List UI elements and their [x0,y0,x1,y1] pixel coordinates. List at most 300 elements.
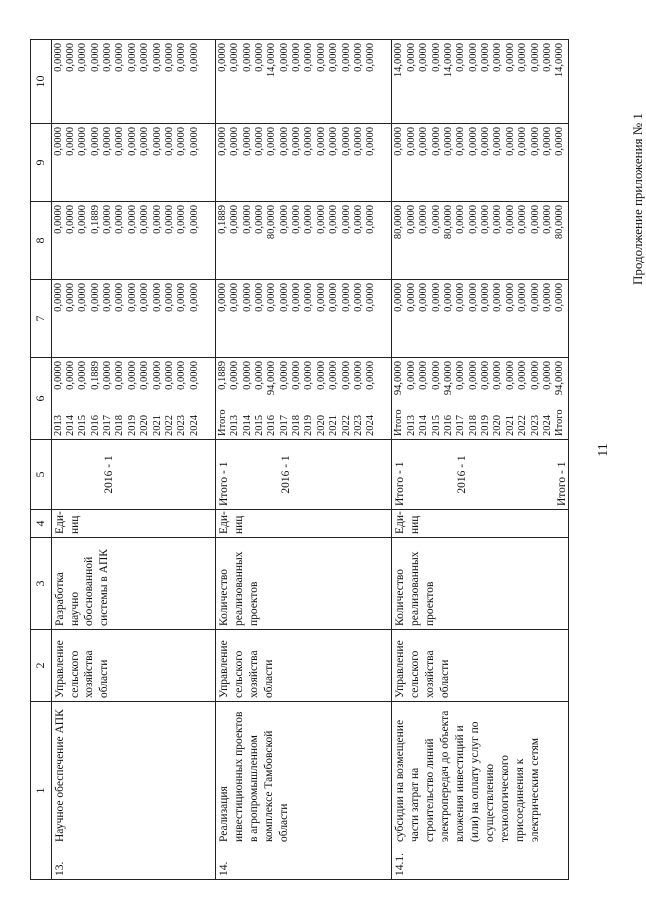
executor-text: Управление сельского хозяйства области [394,640,452,698]
value: 0,0000 [253,43,265,72]
value: 0,0000 [467,43,479,72]
value: 0,0000 [467,127,479,156]
value: 0,0000 [139,43,151,72]
value: 0,0000 [405,43,417,72]
year-row [406,361,418,436]
value: 0,0000 [151,205,163,234]
value: 0,0000 [365,127,377,156]
cell-unit [215,510,392,538]
year-label: 2015 [430,415,442,436]
value: 0,0000 [430,205,442,234]
value: 0,0000 [52,43,64,72]
cell-col6 [215,358,392,440]
header-col-4: 4 [31,510,52,538]
value: 0,0000 [278,127,290,156]
value: 0,0000 [241,43,253,72]
value: 0,0000 [365,205,377,234]
cell-c8 [51,202,215,280]
value: 0,0000 [467,205,479,234]
value: 0,0000 [418,43,430,72]
year-label: 2014 [64,415,76,436]
total-value: 94,0000 [554,361,566,396]
value: 0,0000 [504,283,516,312]
value: 0,0000 [278,283,290,312]
value: 0,0000 [340,127,352,156]
value: 0,0000 [529,283,541,312]
year-value: 0,1889 [89,361,101,390]
value: 14,0000 [442,43,454,78]
year-value: 0,0000 [529,361,541,390]
value: 0,0000 [455,205,467,234]
cell-c9 [392,124,569,202]
value: 0,0000 [517,205,529,234]
value: 0,0000 [176,43,188,72]
value: 0,0000 [504,205,516,234]
year-value: 0,0000 [405,361,417,390]
indicator-text: Количество реализованных проектов [217,551,260,626]
cell-col6 [51,358,215,440]
year-label: 2019 [126,415,138,436]
header-col-6: 6 [31,358,52,440]
value: 0,0000 [77,283,89,312]
value: 0,0000 [328,127,340,156]
value: 0,0000 [430,43,442,72]
year-row [443,361,455,436]
value: 0,0000 [455,43,467,72]
value: 0,0000 [241,283,253,312]
value: 0,0000 [328,205,340,234]
year-label: 2024 [365,415,377,436]
total-value: 80,0000 [393,205,405,240]
period-text: 2016 - 1 [279,455,292,494]
year-value: 0,0000 [253,361,265,390]
year-label: 2013 [229,415,241,436]
value: 0,0000 [64,205,76,234]
year-row [77,361,89,436]
cell-c7 [392,280,569,358]
value: 0,0000 [77,205,89,234]
previous-total-label: Итого - 1 [394,461,407,506]
value: 0,0000 [253,205,265,234]
value: 0,0000 [352,283,364,312]
total-value: 14,0000 [393,43,405,78]
year-label: 2024 [188,415,200,436]
year-value: 0,0000 [278,361,290,390]
year-row [328,361,340,436]
value: 0,0000 [541,43,553,72]
value: 0,0000 [229,43,241,72]
year-value: 0,0000 [241,361,253,390]
header-col-2: 2 [31,630,52,702]
year-value: 0,0000 [102,361,114,390]
year-value: 0,0000 [365,361,377,390]
year-value: 0,0000 [303,361,315,390]
value: 0,0000 [291,283,303,312]
row-number: 14.1. [394,853,407,876]
year-row [455,361,467,436]
row-number: 13. [53,861,66,876]
year-label: 2023 [352,415,364,436]
value: 0,0000 [253,127,265,156]
value: 0,0000 [517,127,529,156]
value: 0,0000 [405,127,417,156]
year-value: 0,0000 [480,361,491,390]
year-value: 0,0000 [291,361,303,390]
value: 0,0000 [229,283,241,312]
year-value: 0,0000 [504,361,516,390]
value: 0,0000 [541,127,553,156]
year-label: 2017 [278,415,290,436]
year-label: 2021 [504,415,516,436]
year-label: 2015 [77,415,89,436]
total-value: 0,0000 [554,127,566,156]
value: 0,0000 [492,127,504,156]
year-value: 0,0000 [188,361,200,390]
year-row [53,361,65,436]
executor-text: Управление сельского хозяйства области [53,640,111,698]
value: 0,0000 [139,205,151,234]
year-value: 0,0000 [176,361,188,390]
value: 0,0000 [64,283,76,312]
year-value: 0,0000 [541,361,553,390]
cell-name [51,702,215,880]
year-label: 2017 [102,415,114,436]
value: 0,0000 [291,205,303,234]
value: 0,0000 [188,43,200,72]
year-label: 2023 [176,415,188,436]
value: 0,0000 [315,205,327,234]
value: 0,1889 [89,205,101,234]
year-value: 0,0000 [126,361,138,390]
year-row [505,361,517,436]
cell-indicator [215,538,392,630]
total-value: 0,0000 [393,127,405,156]
previous-total-row [217,361,229,436]
year-label: 2020 [315,415,327,436]
value: 0,0000 [64,127,76,156]
total-value: 0,0000 [216,43,228,72]
cell-indicator [392,538,569,630]
year-value: 0,0000 [77,361,89,390]
table-row [392,40,569,880]
total-label: Итого [393,409,405,436]
year-row [365,361,377,436]
value: 0,0000 [229,205,241,234]
value: 0,0000 [114,127,126,156]
value: 0,0000 [442,283,454,312]
year-row [303,361,315,436]
cell-col6 [392,358,569,440]
value: 0,0000 [139,127,151,156]
value: 0,0000 [114,43,126,72]
year-value: 0,0000 [352,361,364,390]
value: 0,0000 [480,283,491,312]
value: 0,0000 [176,283,188,312]
year-label: 2013 [405,415,417,436]
year-label: 2014 [418,415,430,436]
final-total-row [554,361,566,436]
value: 0,0000 [328,43,340,72]
value: 0,0000 [188,205,200,234]
year-label: 2023 [529,415,541,436]
cell-period [51,440,215,510]
unit-text: Еди-ниц [394,511,422,534]
row-number: 14. [217,861,230,876]
year-value: 0,0000 [163,361,175,390]
total-value: 0,0000 [393,283,405,312]
year-value: 0,0000 [114,361,126,390]
cell-unit [392,510,569,538]
year-row [279,361,291,436]
year-row [480,361,492,436]
year-row [127,361,139,436]
value: 0,0000 [315,283,327,312]
value: 0,0000 [430,127,442,156]
header-col-9: 9 [31,124,52,202]
value: 0,0000 [89,283,101,312]
value: 0,0000 [139,283,151,312]
value: 0,0000 [492,43,504,72]
value: 0,0000 [291,127,303,156]
value: 0,0000 [278,205,290,234]
year-value: 0,0000 [517,361,529,390]
value: 0,0000 [89,127,101,156]
value: 0,0000 [77,127,89,156]
value: 0,0000 [151,43,163,72]
total-value: 0,0000 [216,127,228,156]
year-value: 0,0000 [492,361,504,390]
row-name: Реализация инвестиционных проектов в агропромышленном комплексе Тамбовской области [217,711,290,842]
header-col-8: 8 [31,202,52,280]
year-value: 0,0000 [328,361,340,390]
year-row [139,361,151,436]
value: 0,0000 [229,127,241,156]
year-value: 94,0000 [442,361,454,396]
value: 0,0000 [266,283,278,312]
year-row [316,361,328,436]
year-row [176,361,188,436]
year-value: 0,0000 [52,361,64,390]
value: 0,0000 [480,205,491,234]
table-row [215,40,392,880]
value: 14,0000 [266,43,278,78]
total-value: 0,0000 [216,283,228,312]
executor-text: Управление сельского хозяйства области [217,640,275,698]
year-label: 2019 [480,415,491,436]
value: 0,0000 [102,205,114,234]
value: 0,0000 [163,43,175,72]
value: 0,0000 [102,43,114,72]
year-row [517,361,529,436]
cell-c7 [51,280,215,358]
year-label: 2020 [492,415,504,436]
value: 0,0000 [77,43,89,72]
header-col-10: 10 [31,40,52,124]
year-row [542,361,554,436]
year-row [229,361,241,436]
year-value: 0,0000 [315,361,327,390]
cell-name [392,702,569,880]
value: 0,0000 [517,43,529,72]
previous-total-label: Итого - 1 [217,461,230,506]
year-label: 2022 [163,415,175,436]
cell-unit [51,510,215,538]
cell-period [392,440,569,510]
year-row [65,361,77,436]
cell-c9 [215,124,392,202]
value: 0,0000 [405,205,417,234]
total-value: 0,0000 [554,283,566,312]
year-label: 2020 [139,415,151,436]
table-body [51,40,568,880]
value: 0,0000 [340,283,352,312]
continuation-note: Продолжение приложения № 1 [630,113,645,285]
value: 0,0000 [126,205,138,234]
cell-executor [51,630,215,702]
year-row [242,361,254,436]
year-label: 2021 [328,415,340,436]
value: 0,0000 [303,205,315,234]
value: 0,0000 [340,205,352,234]
value: 0,0000 [163,205,175,234]
value: 0,0000 [455,127,467,156]
year-label: 2019 [303,415,315,436]
year-row [353,361,365,436]
value: 0,0000 [529,205,541,234]
period-text: 2016 - 1 [456,455,469,494]
year-row [152,361,164,436]
value: 0,0000 [151,283,163,312]
value: 0,0000 [480,43,491,72]
value: 0,0000 [114,283,126,312]
value: 0,0000 [126,127,138,156]
value: 0,0000 [188,283,200,312]
value: 0,0000 [340,43,352,72]
value: 0,0000 [126,43,138,72]
unit-text: Еди-ниц [53,511,81,534]
value: 0,0000 [541,205,553,234]
total-value: 14,0000 [554,43,566,78]
value: 0,0000 [266,127,278,156]
year-value: 0,0000 [64,361,76,390]
row-name: субсидии на возмещение части затрат на строительство линий электропередач до объекта вложения инвестиций и (или) на оплату услуг по осуществлению технологического присоединения к электрическим сетям [394,710,541,842]
value: 0,0000 [64,43,76,72]
year-value: 0,0000 [418,361,430,390]
value: 80,0000 [442,205,454,240]
program-table [30,39,569,880]
value: 0,0000 [492,283,504,312]
year-label: 2018 [291,415,303,436]
year-value: 0,0000 [467,361,479,390]
value: 0,0000 [303,127,315,156]
page-number: 11 [596,443,611,457]
year-label: 2016 [442,415,454,436]
cell-c7 [215,280,392,358]
cell-c10 [392,40,569,124]
header-col-3: 3 [31,538,52,630]
year-label: 2018 [467,415,479,436]
value: 0,0000 [529,127,541,156]
cell-c10 [51,40,215,124]
value: 80,0000 [266,205,278,240]
header-col-7: 7 [31,280,52,358]
year-label: 2016 [266,415,278,436]
year-value: 0,0000 [151,361,163,390]
value: 0,0000 [241,205,253,234]
value: 0,0000 [241,127,253,156]
value: 0,0000 [492,205,504,234]
total-value: 0,1889 [216,205,228,234]
value: 0,0000 [176,127,188,156]
row-name: Научное обеспечение АПК [53,709,66,842]
cell-executor [392,630,569,702]
year-row [418,361,430,436]
cell-name [215,702,392,880]
year-row [164,361,176,436]
year-value: 0,0000 [229,361,241,390]
value: 0,0000 [52,283,64,312]
final-total-label: Итого - 1 [555,461,568,506]
year-value: 0,0000 [340,361,352,390]
value: 0,0000 [529,43,541,72]
year-value: 0,0000 [139,361,151,390]
value: 0,0000 [89,43,101,72]
value: 0,0000 [151,127,163,156]
cell-executor [215,630,392,702]
previous-total-row [393,361,405,436]
value: 0,0000 [315,43,327,72]
value: 0,0000 [52,205,64,234]
year-label: 2022 [340,415,352,436]
value: 0,0000 [504,43,516,72]
cell-c10 [215,40,392,124]
value: 0,0000 [328,283,340,312]
value: 0,0000 [517,283,529,312]
cell-c9 [51,124,215,202]
year-label: 2024 [541,415,553,436]
value: 0,0000 [352,127,364,156]
header-col-1: 1 [31,702,52,880]
year-row [431,361,443,436]
year-row [254,361,266,436]
value: 0,0000 [405,283,417,312]
year-label: 2014 [241,415,253,436]
value: 0,0000 [291,43,303,72]
year-label: 2018 [114,415,126,436]
year-value: 0,0000 [430,361,442,390]
value: 0,0000 [352,43,364,72]
cell-c8 [215,202,392,280]
year-row [468,361,480,436]
value: 0,0000 [455,283,467,312]
year-row [530,361,542,436]
period-text: 2016 - 1 [103,455,116,494]
value: 0,0000 [278,43,290,72]
year-value: 0,0000 [455,361,467,390]
year-label: 2016 [89,415,101,436]
total-label: Итого [554,409,566,436]
year-label: 2017 [455,415,467,436]
year-value: 94,0000 [266,361,278,396]
year-row [114,361,126,436]
unit-text: Еди-ниц [217,511,245,534]
year-label: 2015 [253,415,265,436]
year-row [102,361,114,436]
value: 0,0000 [303,43,315,72]
indicator-text: Разработка научно обоснованной системы в АПК [53,549,111,626]
value: 0,0000 [102,127,114,156]
value: 0,0000 [352,205,364,234]
